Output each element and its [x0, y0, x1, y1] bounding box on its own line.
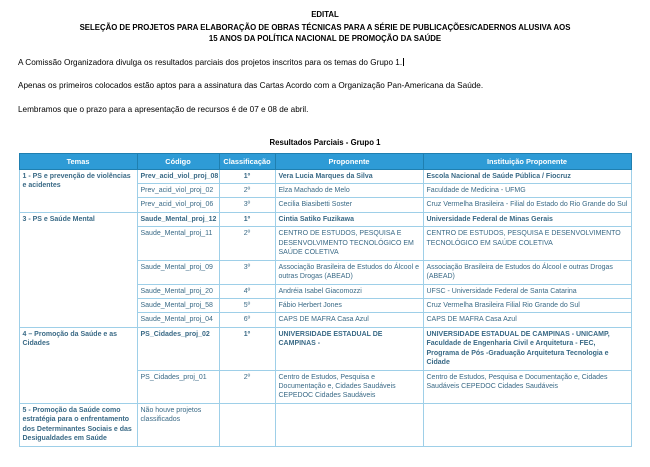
cell-codigo: Prev_acid_viol_proj_06	[137, 198, 219, 212]
cell-codigo: Saude_Mental_proj_04	[137, 313, 219, 327]
cell-instituicao: Centro de Estudos, Pesquisa e Documentação e, Cidades Saudáveis CEPEDOC Cidades Saudáveis	[423, 370, 631, 403]
column-header-classificacao: Classificação	[219, 153, 275, 169]
cell-instituicao: UNIVERSIDADE ESTADUAL DE CAMPINAS - UNICAMP, Faculdade de Engenharia Civil e Arquitetura - FEC, Programa de Pós -Graduação Arquitetura Tecnologia e Cidade	[423, 327, 631, 370]
cell-proponente: Fábio Herbert Jones	[275, 298, 423, 312]
cell-classificacao: 4º	[219, 284, 275, 298]
cell-tema: 1 - PS e prevenção de violências e acidentes	[19, 169, 137, 212]
cell-codigo: Saude_Mental_proj_09	[137, 260, 219, 284]
cell-proponente: Centro de Estudos, Pesquisa e Documentação e, Cidades Saudáveis CEPEDOC Cidades Saudáveis	[275, 370, 423, 403]
paragraph-1-text: A Comissão Organizadora divulga os resultados parciais dos projetos inscritos para os temas do Grupo 1.	[18, 57, 403, 67]
cell-classificacao: 1º	[219, 327, 275, 370]
edital-subtitle-line1: SELEÇÃO DE PROJETOS PARA ELABORAÇÃO DE OBRAS TÉCNICAS PARA A SÉRIE DE PUBLICAÇÕES/CADERNOS ALUSIVA AOS	[79, 23, 571, 32]
cell-classificacao: 1º	[219, 169, 275, 183]
cell-instituicao: Associação Brasileira de Estudos do Álcool e outras Drogas (ABEAD)	[423, 260, 631, 284]
cell-codigo: Saude_Mental_proj_20	[137, 284, 219, 298]
column-header-instituicao: Instituição Proponente	[423, 153, 631, 169]
cell-proponente: Cecilia Biasibetti Soster	[275, 198, 423, 212]
cell-tema: 4 – Promoção da Saúde e as Cidades	[19, 327, 137, 403]
cell-codigo: Saude_Mental_proj_11	[137, 227, 219, 260]
cell-proponente: Elza Machado de Melo	[275, 184, 423, 198]
cell-codigo: Saude_Mental_proj_12	[137, 212, 219, 226]
cell-classificacao: 3º	[219, 260, 275, 284]
paragraph-3: Lembramos que o prazo para a apresentação de recursos é de 07 e 08 de abril.	[18, 104, 309, 114]
column-header-temas: Temas	[19, 153, 137, 169]
column-header-proponente: Proponente	[275, 153, 423, 169]
cell-proponente: UNIVERSIDADE ESTADUAL DE CAMPINAS -	[275, 327, 423, 370]
cell-instituicao: CAPS DE MAFRA Casa Azul	[423, 313, 631, 327]
cell-instituicao: Cruz Vermelha Brasileira - Filial do Estado do Rio Grande do Sul	[423, 198, 631, 212]
cell-classificacao	[219, 403, 275, 446]
cell-proponente: CAPS DE MAFRA Casa Azul	[275, 313, 423, 327]
cell-proponente	[275, 403, 423, 446]
cell-instituicao: CENTRO DE ESTUDOS, PESQUISA E DESENVOLVIMENTO TECNOLÓGICO EM SAÚDE COLETIVA	[423, 227, 631, 260]
cell-codigo: Prev_acid_viol_proj_02	[137, 184, 219, 198]
cell-codigo: Não houve projetos classificados	[137, 403, 219, 446]
cell-tema: 3 - PS e Saúde Mental	[19, 212, 137, 327]
table-row	[19, 212, 631, 226]
cell-proponente: Cintia Satiko Fuzikawa	[275, 212, 423, 226]
cell-proponente: Andréia Isabel Giacomozzi	[275, 284, 423, 298]
paragraph-1	[18, 58, 632, 69]
cell-classificacao: 3º	[219, 198, 275, 212]
cell-proponente: CENTRO DE ESTUDOS, PESQUISA E DESENVOLVIMENTO TECNOLÓGICO EM SAÚDE COLETIVA	[275, 227, 423, 260]
cell-instituicao: Universidade Federal de Minas Gerais	[423, 212, 631, 226]
cell-classificacao: 1º	[219, 212, 275, 226]
cell-classificacao: 6º	[219, 313, 275, 327]
cell-instituicao: Escola Nacional de Saúde Pública / Fiocruz	[423, 169, 631, 183]
table-row	[19, 403, 631, 446]
table-row	[19, 169, 631, 183]
cell-codigo: Saude_Mental_proj_58	[137, 298, 219, 312]
cell-codigo: PS_Cidades_proj_01	[137, 370, 219, 403]
cell-proponente: Associação Brasileira de Estudos do Álcool e outras Drogas (ABEAD)	[275, 260, 423, 284]
cell-classificacao: 2º	[219, 227, 275, 260]
results-caption: Resultados Parciais - Grupo 1	[269, 137, 381, 147]
cell-instituicao	[423, 403, 631, 446]
edital-subtitle-line2: 15 ANOS DA POLÍTICA NACIONAL DE PROMOÇÃO DA SAÚDE	[208, 34, 442, 44]
table-body	[19, 169, 631, 446]
cell-classificacao: 2º	[219, 370, 275, 403]
results-table	[19, 153, 632, 447]
edital-title: EDITAL	[311, 10, 339, 19]
cell-codigo: Prev_acid_viol_proj_08	[137, 169, 219, 183]
cell-codigo: PS_Cidades_proj_02	[137, 327, 219, 370]
cell-classificacao: 5º	[219, 298, 275, 312]
table-header-row	[19, 153, 631, 169]
paragraph-2: Apenas os primeiros colocados estão aptos para a assinatura das Cartas Acordo com a Organização Pan-Americana da Saúde.	[18, 81, 484, 91]
text-cursor	[403, 58, 404, 66]
cell-classificacao: 2º	[219, 184, 275, 198]
cell-proponente: Vera Lucia Marques da Silva	[275, 169, 423, 183]
cell-instituicao: Cruz Vermelha Brasileira Filial Rio Grande do Sul	[423, 298, 631, 312]
cell-instituicao: Faculdade de Medicina - UFMG	[423, 184, 631, 198]
column-header-codigo: Código	[137, 153, 219, 169]
cell-tema: 5 - Promoção da Saúde como estratégia para o enfrentamento dos Determinantes Sociais e das Desigualdades em Saúde	[19, 403, 137, 446]
cell-instituicao: UFSC - Universidade Federal de Santa Catarina	[423, 284, 631, 298]
table-row	[19, 327, 631, 370]
